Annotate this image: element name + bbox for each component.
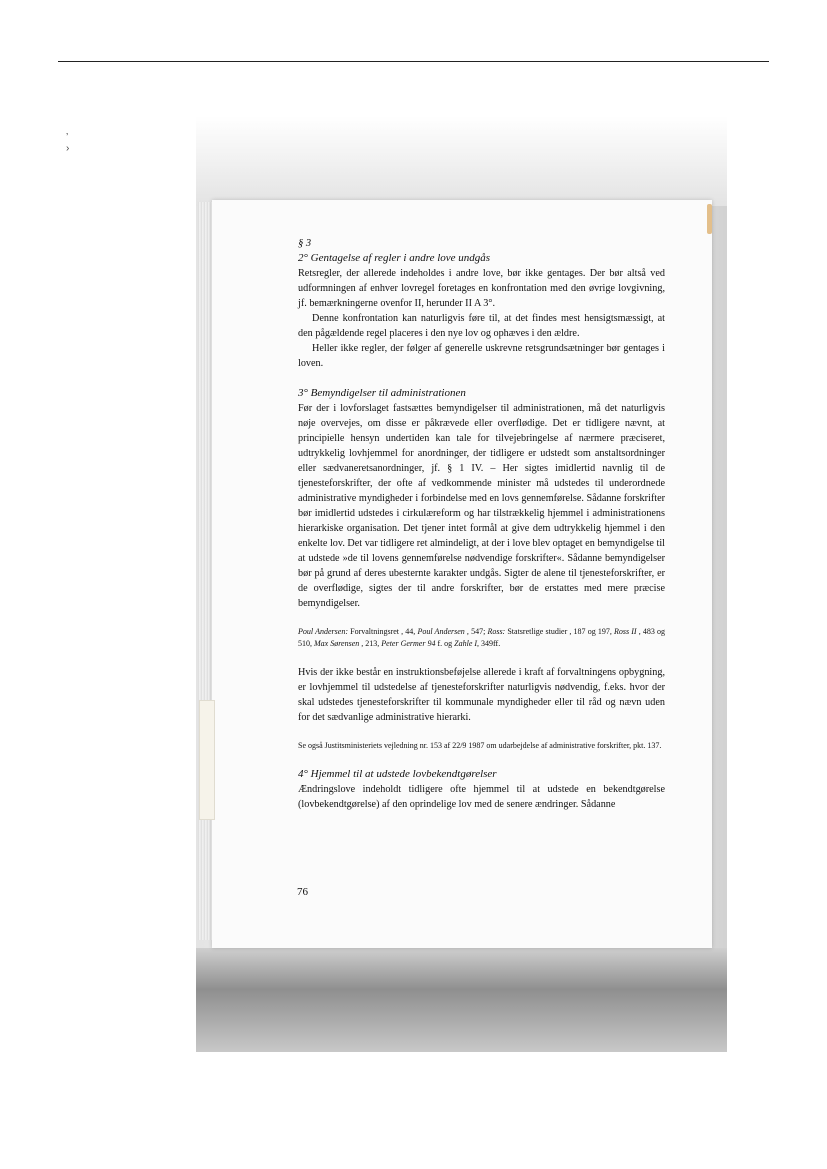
ref-author: Zahle I [454,639,478,648]
spacer [298,611,665,626]
ref-author: Ross: [487,627,506,636]
spacer [298,752,665,767]
reference-note-1 [298,626,665,650]
page-content [298,236,665,812]
ref-text: , 547; [464,627,488,636]
ref-text: , 483 og 510, [298,627,666,648]
page-stain [707,204,712,234]
section-marker: § 3 [298,238,312,249]
paragraph-2-2: Denne konfrontation kan naturligvis føre til, at det findes mest hensigtsmæssigt, at den pågældende regel placeres i den nye lov og ophæves i den ældre. [298,313,665,339]
ref-text: Statsretlige studier , 187 og 197, [505,627,614,636]
reference-note-2: Se også Justitsministeriets vejledning nr. 153 af 22/9 1987 om udarbejdelse af administrative forskrifter, pkt. 137. [298,741,662,750]
ref-author: Max Sørensen [314,639,360,648]
book-photo-top-shadow [196,116,727,206]
paragraph-2-3: Heller ikke regler, der følger af generelle uskrevne retsgrundsætninger bør gentages i loven. [298,343,665,369]
paragraph-2-1: Retsregler, der allerede indeholdes i andre love, bør ikke gentages. Der bør altså ved udformningen af enhver lovregel foretages en konfrontation med den øvrige lovgivning, jf. bemærkningerne ovenfor II, herunder II A 3°. [298,268,665,309]
heading-section-3: 3° Bemyndigelser til administrationen [298,387,466,399]
ref-text: , 349ff. [477,639,501,648]
ref-text: , 213, [359,639,382,648]
page-number: 76 [297,886,308,898]
spacer [298,371,665,386]
scan-artifact-mark: ’ › [66,132,70,154]
ref-author: Poul Andersen: [298,627,348,636]
ref-author: Ross II [613,627,637,636]
ref-author: Poul Andersen [417,627,465,636]
ref-text: f. og [435,639,455,648]
spacer [298,725,665,740]
heading-section-4: 4° Hjemmel til at udstede lovbekendtgørelser [298,768,497,780]
paragraph-4-1: Ændringslove indeholdt tidligere ofte hjemmel til at udstede en bekendtgørelse (lovbekendtgørelse) af den oprindelige lov med de senere ændringer. Sådanne [298,784,665,810]
paragraph-3-1: Før der i lovforslaget fastsættes bemyndigelser til administrationen, må det naturligvis nøje overvejes, om disse er påkrævede eller overflødige. Det er tidligere nævnt, at principielle hensyn undertiden kan tale for tilvejebringelse af nærmere præciseret, udtrykkelig lovhjemmel for anordninger, der tidligere er udstedt som anstaltsordninger eller sædvaneretsanordninger, jf. § 1 IV. – Her sigtes imidlertid navnlig til de tjenesteforskrifter, der ofte af vedkommende minister må udstedes til underordnede administrative myndigheder i forbindelse med en lovs gennemførelse. Sådanne forskrifter bør imidlertid udstedes i cirkulæreform og har tilstrækkelig hjemmel i administrationens hierarkiske organisation. Det tjener intet formål at give dem udtrykkelig hjemmel i den enkelte lov. Det var tidligere ret almindeligt, at der i love blev optaget en bemyndigelse til at udstede »de til lovens gennemførelse nødvendige forskrifter«. Sådanne bemyndigelser bør på grund af deres ubesternte karakter undgås. Sigter de alene til tjenesteforskrifter, er de overflødige, sigtes der til andre forskrifter, bør de erstattes med mere præcise bemyndigelser. [298,403,665,609]
paragraph-3-2: Hvis der ikke består en instruktionsbeføjelse allerede i kraft af forvaltningens opbygning, er lovhjemmel til udstedelse af tjenesteforskrifter naturligvis nødvendig, f.eks. hvor der skal udstedes tjenesteforskrifter til kommunale myndigheder eller til råd og nævn uden for det sædvanlige administrative hierarki. [298,667,665,723]
ref-text: Forvaltningsret , 44, [348,627,418,636]
book-photo-bottom-shadow [196,948,727,1052]
header-rule [58,61,769,62]
spacer [298,650,665,665]
heading-section-2: 2° Gentagelse af regler i andre love undgås [298,252,491,264]
bookmark-tab [199,700,215,820]
ref-author: Peter Germer 94 [381,639,436,648]
